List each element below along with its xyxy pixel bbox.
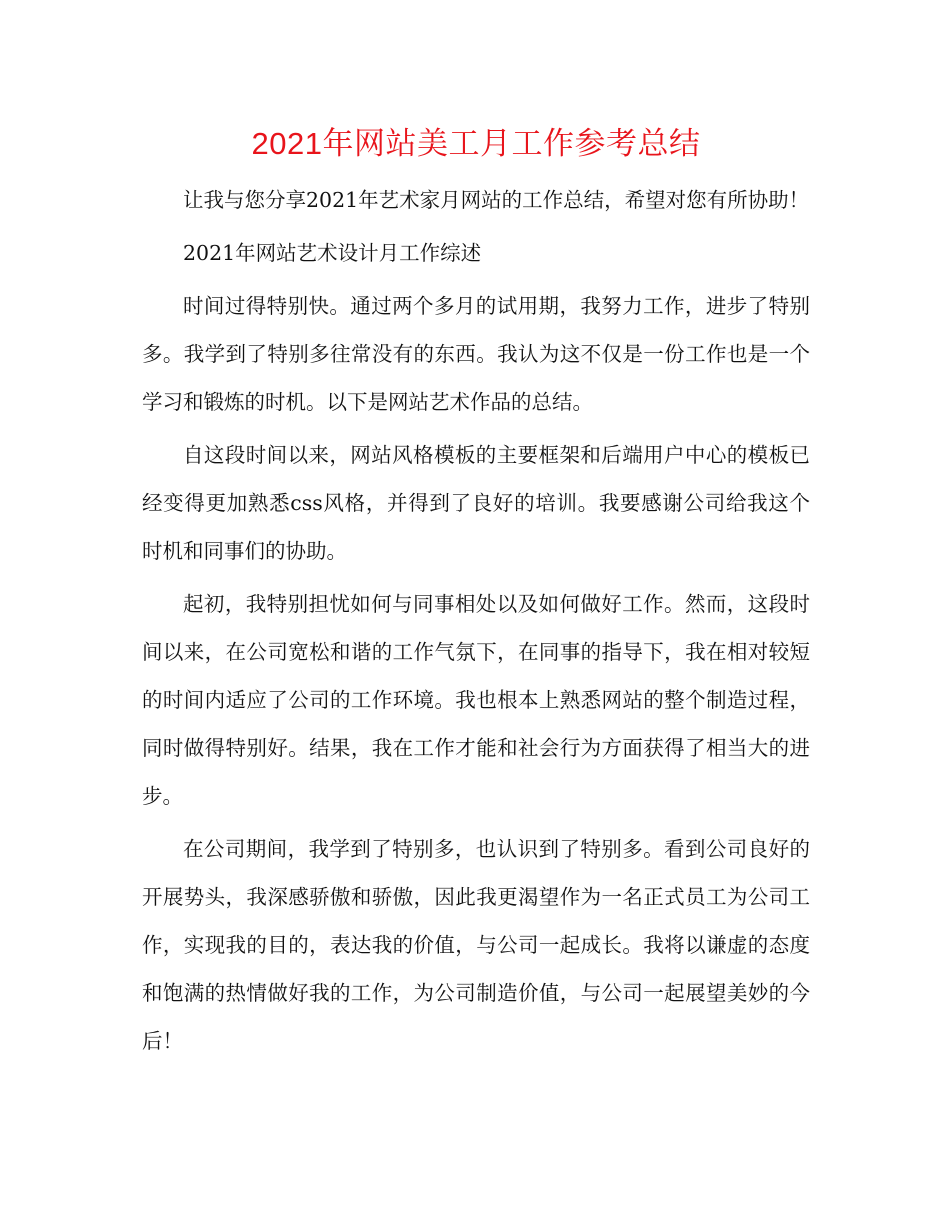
document-title: 2021年网站美工月工作参考总结 bbox=[251, 126, 701, 161]
paragraph-intro: 让我与您分享2021年艺术家月网站的工作总结，希望对您有所协助！ bbox=[183, 188, 810, 212]
paragraph-1: 时间过得特别快。通过两个多月的试用期，我努力工作，进步了特别多。我学到了特别多往常没有的东西。我认为这不仅是一份工作也是一个学习和锻炼的时机。以下是网站艺术作品的总结。 bbox=[142, 294, 810, 414]
document-page bbox=[142, 118, 810, 1065]
document-body bbox=[142, 176, 810, 1065]
paragraph-3: 起初，我特别担忧如何与同事相处以及如何做好工作。然而，这段时间以来，在公司宽松和谐的工作气氛下，在同事的指导下，我在相对较短的时间内适应了公司的工作环境。我也根本上熟悉网站的整个制造过程，同时做得特别好。结果，我在工作才能和社会行为方面获得了相当大的进步。 bbox=[142, 592, 810, 808]
paragraph-subheading: 2021年网站艺术设计月工作综述 bbox=[183, 241, 482, 265]
paragraph-4: 在公司期间，我学到了特别多，也认识到了特别多。看到公司良好的开展势头，我深感骄傲和骄傲，因此我更渴望作为一名正式员工为公司工作，实现我的目的，表达我的价值，与公司一起成长。我将以谦虚的态度和饱满的热情做好我的工作，为公司制造价值，与公司一起展望美妙的今后！ bbox=[142, 837, 810, 1053]
paragraph-2: 自这段时间以来，网站风格模板的主要框架和后端用户中心的模板已经变得更加熟悉css风格，并得到了良好的培训。我要感谢公司给我这个时机和同事们的协助。 bbox=[142, 443, 810, 563]
